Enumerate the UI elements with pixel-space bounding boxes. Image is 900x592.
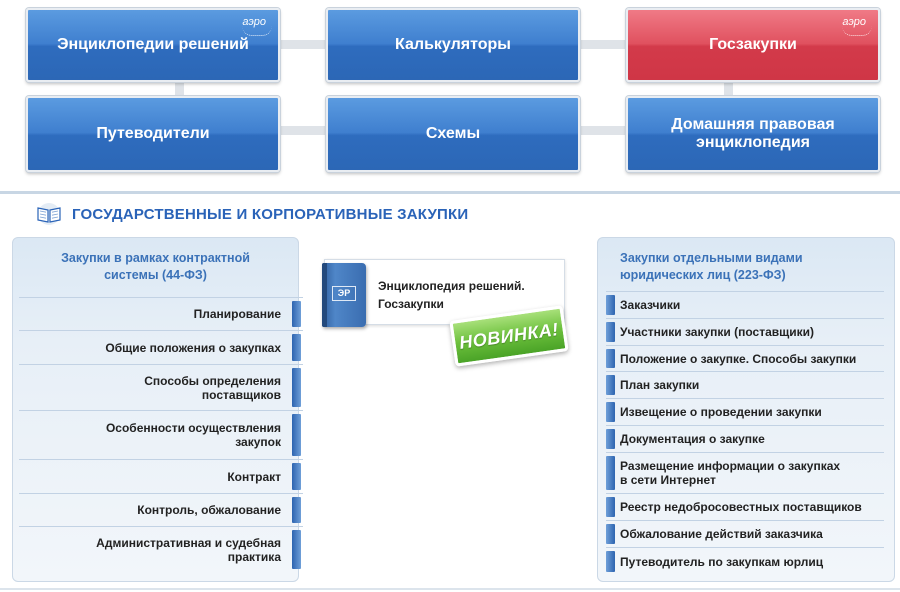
section-title: ГОСУДАРСТВЕННЫЕ И КОРПОРАТИВНЫЕ ЗАКУПКИ <box>72 206 469 223</box>
item-line: в сети Интернет <box>620 473 716 487</box>
connector <box>580 126 628 135</box>
item-marker <box>606 497 615 517</box>
book-icon <box>34 203 64 225</box>
tile-label: Калькуляторы <box>395 36 511 53</box>
item-line: Контроль, обжалование <box>137 503 281 517</box>
item-line: Контракт <box>227 469 281 484</box>
encyclopedia-card-text[interactable] <box>378 277 525 313</box>
item-marker <box>606 375 615 395</box>
item-marker <box>606 322 615 342</box>
title-line: Закупки отдельными видами <box>620 251 803 265</box>
item-marker <box>292 301 301 327</box>
book-spine <box>322 263 327 327</box>
item-line: Особенности осуществления <box>105 421 281 435</box>
item-marker <box>292 463 301 490</box>
item-marker <box>292 414 301 456</box>
item-line: Реестр недобросовестных поставщиков <box>620 500 862 514</box>
title-line: системы (44-ФЗ) <box>104 268 207 282</box>
item-marker <box>606 295 615 315</box>
right-list-item[interactable] <box>606 345 884 371</box>
item-line: Извещение о проведении закупки <box>620 405 822 419</box>
tile-label: Энциклопедии решений <box>57 36 249 53</box>
item-line: Административная и судебная <box>96 535 281 550</box>
left-list-item[interactable] <box>19 410 303 459</box>
item-marker <box>606 524 615 544</box>
item-marker <box>292 497 301 523</box>
item-marker <box>292 368 301 407</box>
tile-encyclopedias[interactable] <box>26 8 280 82</box>
item-line: План закупки <box>620 378 700 392</box>
item-line: Документация о закупке <box>620 432 765 446</box>
item-marker <box>292 530 301 569</box>
item-line: Обжалование действий заказчика <box>620 527 823 541</box>
connector <box>280 40 326 49</box>
item-line: Положение о закупке. Способы закупки <box>620 351 857 366</box>
tile-label: Путеводители <box>96 125 210 142</box>
item-marker <box>606 551 615 572</box>
section-divider <box>0 191 900 194</box>
right-panel <box>597 237 895 582</box>
right-list-item[interactable] <box>606 318 884 345</box>
tile-guides[interactable] <box>26 96 280 172</box>
left-list-item[interactable] <box>19 526 303 572</box>
bottom-divider <box>0 588 900 590</box>
left-list-item[interactable] <box>19 459 303 493</box>
item-marker <box>606 456 615 490</box>
left-list-item[interactable] <box>19 493 303 526</box>
book-cover-icon[interactable] <box>322 263 366 327</box>
right-panel-title <box>620 250 803 284</box>
left-panel <box>12 237 299 582</box>
item-marker <box>606 402 615 422</box>
new-badge: НОВИНКА! <box>449 305 568 366</box>
right-list-item[interactable] <box>606 291 884 318</box>
left-panel-title <box>13 250 298 284</box>
left-list-item[interactable] <box>19 330 303 364</box>
right-list-item[interactable] <box>606 452 884 493</box>
right-list-item[interactable] <box>606 398 884 425</box>
item-line: Общие положения о закупках <box>105 340 281 355</box>
right-list-item[interactable] <box>606 371 884 398</box>
left-list-item[interactable] <box>19 297 303 330</box>
item-line: Заказчики <box>620 298 681 312</box>
left-list-item[interactable] <box>19 364 303 410</box>
item-marker <box>292 334 301 361</box>
aero-logo: аэро <box>842 16 866 28</box>
item-line: Планирование <box>193 307 281 321</box>
card-line: Энциклопедия решений. <box>378 279 525 293</box>
right-list-item[interactable] <box>606 493 884 520</box>
tile-home-encyclopedia[interactable] <box>626 96 880 172</box>
item-line: поставщиков <box>201 387 281 402</box>
tile-label: Госзакупки <box>709 36 797 53</box>
tile-schemes[interactable] <box>326 96 580 172</box>
tile-goszakupki[interactable] <box>626 8 880 82</box>
item-marker <box>606 349 615 368</box>
right-list-item[interactable] <box>606 425 884 452</box>
book-cover-label: ЭР <box>332 286 356 301</box>
aero-logo-arc <box>842 26 872 36</box>
tile-label: Схемы <box>425 125 481 142</box>
aero-logo: аэро <box>242 16 266 28</box>
connector <box>580 40 628 49</box>
connector <box>280 126 326 135</box>
title-line: Закупки в рамках контрактной <box>61 251 250 265</box>
item-line: практика <box>227 549 281 564</box>
tile-label-line1: Домашняя правовая <box>671 116 835 133</box>
item-line: Способы определения <box>144 373 281 388</box>
item-line: закупок <box>235 435 281 449</box>
aero-logo-arc <box>242 26 272 36</box>
card-line: Госзакупки <box>378 297 444 311</box>
right-list-item[interactable] <box>606 547 884 575</box>
item-line: Путеводитель по закупкам юрлиц <box>620 554 824 569</box>
item-line: Участники закупки (поставщики) <box>620 325 815 339</box>
tile-label-line2: энциклопедия <box>696 134 810 151</box>
right-list-item[interactable] <box>606 520 884 547</box>
title-line: юридических лиц (223-ФЗ) <box>620 268 786 282</box>
tile-calculators[interactable] <box>326 8 580 82</box>
item-line: Размещение информации о закупках <box>620 459 841 473</box>
item-marker <box>606 429 615 449</box>
